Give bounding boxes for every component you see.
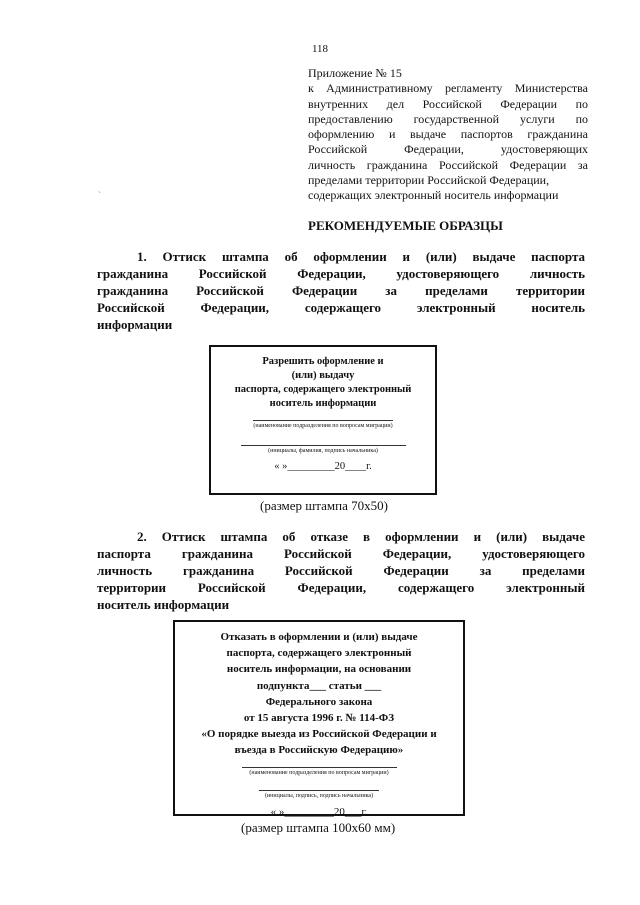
stamp-permit-size: (размер штампа 70х50) (260, 498, 388, 513)
appendix-line: личность гражданина Российской Федерации за (308, 157, 588, 172)
stamp-refusal-line: Отказать в оформлении и (или) выдаче (220, 631, 418, 643)
section-1-line: Российской Федерации, содержащего электронный носитель (97, 300, 585, 315)
stamp-permit-line: (или) выдачу (291, 370, 355, 381)
stamp-refusal-line: носитель информации, на основании (226, 663, 412, 676)
stamp-refusal-line: от 15 августа 1996 г. № 114-ФЗ (243, 712, 395, 725)
section-1-line: информации (97, 317, 173, 332)
scan-mark: ˏ (98, 183, 101, 193)
stamp-permit-line: паспорта, содержащего электронный (234, 384, 412, 395)
section-2-text (97, 528, 585, 613)
section-2-line: территории Российской Федерации, содержащего электронный (97, 580, 585, 595)
signature-field (241, 431, 406, 446)
appendix-line: содержащих электронный носитель информации (308, 188, 559, 203)
stamp-refusal-size: (размер штампа 100х60 мм) (241, 820, 396, 835)
page-number: 118 (311, 43, 329, 55)
appendix-title: Приложение № 15 (308, 66, 402, 80)
signature-caption: (инициалы, подпись, подпись начальника) (264, 792, 374, 799)
appendix-line: предоставлению государственной услуги по (308, 111, 588, 126)
stamp-refusal-line: въезда в Российскую Федерацию» (234, 744, 404, 757)
signature-field (259, 778, 379, 791)
section-2-line: паспорта гражданина Российской Федерации, удостоверяющего (97, 546, 585, 561)
appendix-block (308, 66, 588, 204)
section-2-line: личность гражданина Российской Федерации за пределами (97, 563, 585, 578)
department-field (253, 411, 393, 421)
stamp-refusal-line: Федерального закона (265, 695, 373, 708)
department-caption: (наименование подразделения по вопросам миграции) (249, 769, 389, 776)
appendix-line: внутренних дел Российской Федерации по (308, 96, 588, 111)
section-2-line: носитель информации (97, 597, 230, 612)
section-1-line: гражданина Российской Федерации, удостоверяющего личность (97, 266, 585, 281)
appendix-line: пределами территории Российской Федерации, (308, 173, 550, 188)
appendix-line: Российской Федерации, удостоверяющих (308, 142, 588, 157)
appendix-line: оформлению и выдаче паспортов гражданина (308, 127, 588, 142)
stamp-permit-line: носитель информации (269, 398, 377, 409)
section-2-line: 2. Оттиск штампа об отказе в оформлении и (или) выдаче (137, 529, 585, 544)
section-1-text (97, 248, 585, 333)
department-caption: (наименование подразделения по вопросам миграции) (253, 423, 393, 429)
stamp-date: « »_________20___г. (270, 805, 368, 818)
stamp-refusal-line: паспорта, содержащего электронный (226, 647, 412, 660)
stamp-refusal-line: «О порядке выезда из Российской Федерации и (201, 728, 437, 741)
section-1-line: гражданина Российской Федерации за пределами территории (97, 283, 585, 298)
stamp-permit-line: Разрешить оформление и (262, 356, 384, 367)
stamp-date: « »_________20____г. (274, 461, 372, 472)
signature-caption: (инициалы, фамилия, подпись начальника) (268, 448, 378, 454)
department-field (242, 759, 397, 768)
stamp-refusal (173, 620, 465, 816)
stamp-refusal-line: подпункта___ статьи ___ (256, 679, 382, 692)
section-1-line: 1. Оттиск штампа об оформлении и (или) выдаче паспорта (137, 249, 585, 264)
appendix-line: к Административному регламенту Министерства (308, 81, 588, 96)
section-heading: РЕКОМЕНДУЕМЫЕ ОБРАЗЦЫ (308, 218, 503, 233)
stamp-permit (209, 345, 437, 495)
